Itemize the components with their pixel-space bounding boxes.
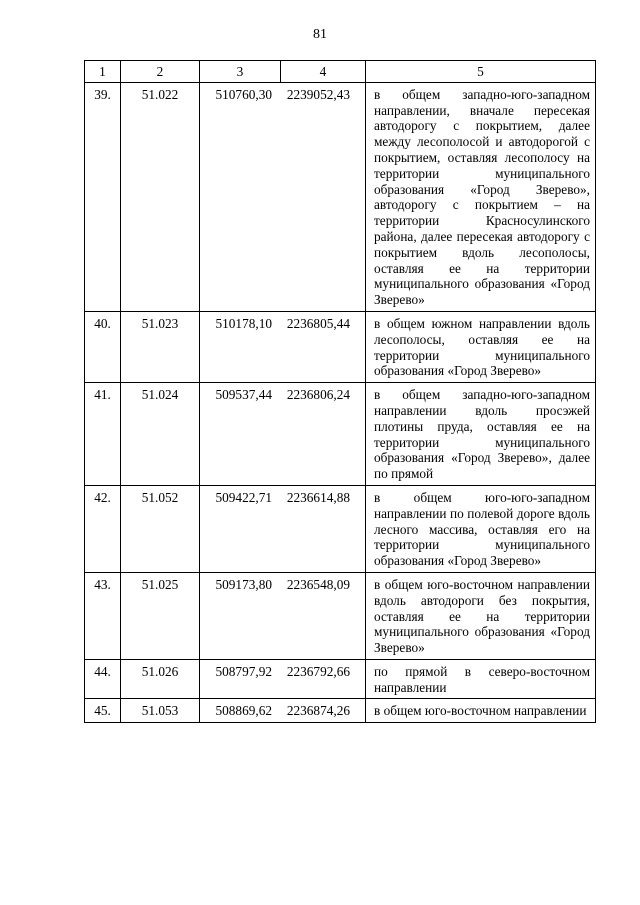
table-row — [85, 485, 596, 572]
description: в общем западно-юго-западном направлении, вначале пересекая автодорогу с покрытием, далее между лесополосой и автодорогой с покрытием, оставляя лесополосу на территории муниципального образования «Город Зверево», автодорогу с покрытием – на территории Красносулинского района, далее пересекая автодорогу с покрытием вдоль лесополосы, оставляя ее на территории муниципального образования «Город Зверево» — [366, 82, 596, 311]
coordinates — [200, 572, 366, 659]
coord-x: 509422,71 — [215, 489, 272, 505]
point-number: 51.052 — [121, 485, 200, 572]
point-number: 51.026 — [121, 659, 200, 699]
page-number: 81 — [313, 27, 327, 42]
description: в общем юго-восточном направлении — [366, 699, 596, 723]
point-number: 51.023 — [121, 311, 200, 382]
description: в общем юго-восточном направлении вдоль автодороги без покрытия, оставляя ее на территории муниципального образования «Город Зверево» — [366, 572, 596, 659]
table-row — [85, 82, 596, 311]
point-number: 51.024 — [121, 383, 200, 486]
coord-x: 509537,44 — [215, 387, 272, 403]
row-number: 42. — [85, 485, 121, 572]
coord-y: 2236548,09 — [286, 576, 350, 592]
table-row — [85, 572, 596, 659]
coord-x: 508797,92 — [215, 663, 272, 679]
table-row — [85, 699, 596, 723]
coord-x: 509173,80 — [215, 576, 272, 592]
point-number: 51.022 — [121, 82, 200, 311]
coord-y: 2236806,24 — [286, 387, 350, 403]
column-header: 1 — [85, 61, 121, 83]
row-number: 39. — [85, 82, 121, 311]
table-row — [85, 311, 596, 382]
coordinates — [200, 82, 366, 311]
coord-y: 2236874,26 — [286, 703, 350, 719]
coord-y: 2239052,43 — [286, 86, 350, 102]
column-header: 3 — [200, 61, 281, 83]
column-header: 4 — [281, 61, 366, 83]
coordinates — [200, 485, 366, 572]
description: в общем южном направлении вдоль лесополосы, оставляя ее на территории муниципального образования «Город Зверево» — [366, 311, 596, 382]
coordinates — [200, 699, 366, 723]
coord-y: 2236805,44 — [286, 315, 350, 331]
description: в общем юго-юго-западном направлении по полевой дороге вдоль лесного массива, оставляя его на территории муниципального образования «Город Зверево» — [366, 485, 596, 572]
column-header: 5 — [366, 61, 596, 83]
coord-y: 2236792,66 — [286, 663, 350, 679]
row-number: 45. — [85, 699, 121, 723]
coordinates — [200, 311, 366, 382]
description: в общем западно-юго-западном направлении вдоль просэжей плотины пруда, оставляя ее на территории муниципального образования «Город Зверево», далее по прямой — [366, 383, 596, 486]
coordinates — [200, 383, 366, 486]
table-row — [85, 659, 596, 699]
header-row — [85, 61, 596, 83]
row-number: 44. — [85, 659, 121, 699]
column-header: 2 — [121, 61, 200, 83]
row-number: 41. — [85, 383, 121, 486]
boundary-table — [84, 60, 596, 723]
coord-x: 508869,62 — [215, 703, 272, 719]
coord-x: 510760,30 — [215, 86, 272, 102]
coord-x: 510178,10 — [215, 315, 272, 331]
table-row — [85, 383, 596, 486]
row-number: 40. — [85, 311, 121, 382]
coord-y: 2236614,88 — [286, 489, 350, 505]
point-number: 51.025 — [121, 572, 200, 659]
description: по прямой в северо-восточном направлении — [366, 659, 596, 699]
coordinates — [200, 659, 366, 699]
row-number: 43. — [85, 572, 121, 659]
point-number: 51.053 — [121, 699, 200, 723]
